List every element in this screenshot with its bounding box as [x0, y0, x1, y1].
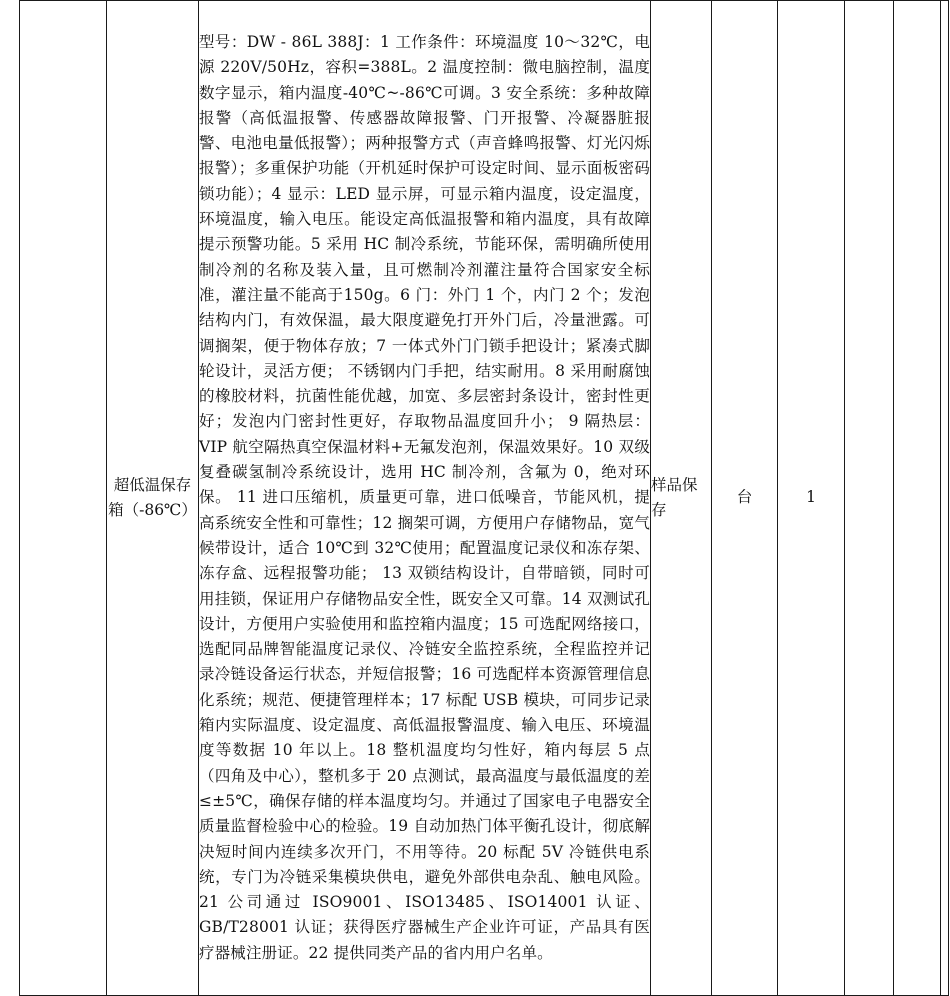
- empty-cell: [894, 1, 941, 996]
- item-name-cell: 超低温保存箱（-86℃）: [107, 1, 199, 996]
- index-cell: [20, 1, 107, 996]
- specification-text: 型号：DW - 86L 388J：1 工作条件：环境温度 10～32℃，电源 220V/50Hz，容积=388L。2 温度控制：微电脑控制，温度数字显示，箱内温度-40℃~-86℃可调。3 安全系统：多种故障报警（高低温报警、传感器故障报警、门开报警、冷凝器脏报警、电池电量低报警）；两种报警方式（声音蜂鸣报警、灯光闪烁报警）；多重保护功能（开机延时保护可设定时间、显示面板密码锁功能）；4 显示：LED 显示屏，可显示箱内温度，设定温度，环境温度，输入电压。能设定高低温报警和箱内温度，具有故障提示预警功能。5 采用 HC 制冷系统，节能环保，需明确所使用制冷剂的名称及装入量，且可燃制冷剂灌注量符合国家安全标准，灌注量不能高于150g。6 门：外门 1 个，内门 2 个；发泡结构内门，有效保温，最大限度避免打开外门后，冷量泄露。可调搁架，便于物体存放；7 一体式外门门锁手把设计；紧凑式脚轮设计，灵活方便； 不锈钢内门手把，结实耐用。8 采用耐腐蚀的橡胶材料，抗菌性能优越，加宽、多层密封条设计，密封性更好；发泡内门密封性更好，存取物品温度回升小； 9 隔热层：VIP 航空隔热真空保温材料+无氟发泡剂，保温效果好。10 双级复叠碳氢制冷系统设计，选用 HC 制冷剂，含氟为 0，绝对环保。 11 进口压缩机，质量更可靠，进口低噪音，节能风机，提高系统安全性和可靠性；12 搁架可调，方便用户存储物品，宽气候带设计，适合 10℃到 32℃使用；配置温度记录仪和冻存架、冻存盒、远程报警功能； 13 双锁结构设计，自带暗锁，同时可用挂锁，保证用户存储物品安全性，既安全又可靠。14 双测试孔设计，方便用户实验使用和监控箱内温度；15 可选配网络接口，选配同品牌智能温度记录仪、冷链安全监控系统，全程监控并记录冷链设备运行状态，并短信报警；16 可选配样本资源管理信息化系统；规范、便捷管理样本；17 标配 USB 模块，可同步记录箱内实际温度、设定温度、高低温报警温度、输入电压、环境温度等数据 10 年以上。18 整机温度均匀性好，箱内每层 5 点（四角及中心），整机多于 20 点测试，最高温度与最低温度的差≤±5℃，确保存储的样本温度均匀。并通过了国家电子电器安全质量监督检验中心的检验。19 自动加热门体平衡孔设计，彻底解决短时间内连续多次开门，不用等待。20 标配 5V 冷链供电系统，专门为冷链采集模块供电，避免外部供电杂乱、触电风险。21 公司通过 ISO9001、ISO13485、ISO14001 认证、GB/T28001 认证；获得医疗器械生产企业许可证，产品具有医疗器械注册证。22 提供同类产品的省内用户名单。: [199, 33, 650, 962]
- unit-cell: 台: [712, 1, 778, 996]
- purpose-cell: 样品保存: [651, 1, 712, 996]
- empty-cell: [941, 1, 949, 996]
- quantity-cell: 1: [778, 1, 845, 996]
- empty-cell: [845, 1, 894, 996]
- specification-cell: [199, 1, 651, 996]
- equipment-spec-table: [19, 0, 949, 996]
- table-row: [20, 1, 949, 996]
